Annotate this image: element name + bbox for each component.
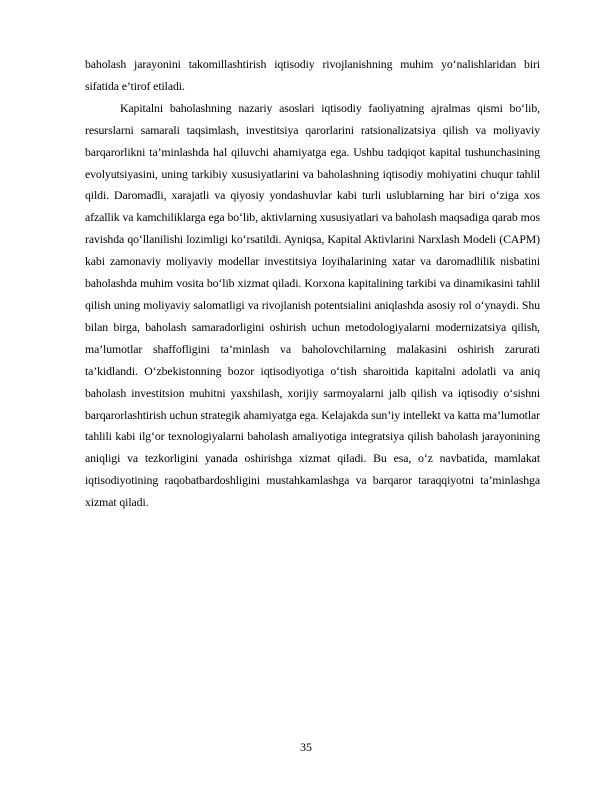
page-number: 35 <box>300 740 312 754</box>
paragraph-continuation: baholash jarayonini takomillashtirish iqtisodiy rivojlanishning muhim yo‘nalishlaridan biri sifatida e’tirof etiladi. <box>85 57 540 93</box>
paragraph-conclusion: Kapitalni baholashning nazariy asoslari iqtisodiy faoliyatning ajralmas qismi bo‘lib, resurslarni samarali taqsimlash, investitsiya qarorlarini ratsionalizatsiya qilish va moliyaviy barqarorlikni ta’minlashda hal qiluvchi ahamiyatga ega. Ushbu tadqiqot kapital tushunchasining evolyutsiyasini, uning tarkibiy xususiyatlarini va baholashning iqtisodiy mohiyatini chuqur tahlil qildi. Daromadli, xarajatli va qiyosiy yondashuvlar kabi turli uslublarning har biri o‘ziga xos afzallik va kamchiliklarga ega bo‘lib, aktivlarning xususiyatlari va baholash maqsadiga qarab mos ravishda qo‘llanilishi lozimligi ko‘rsatildi. Ayniqsa, Kapital Aktivlarini Narxlash Modeli (CAPM) kabi zamonaviy moliyaviy modellar investitsiya loyihalarining xatar va daromadlilik nisbatini baholashda muhim vosita bo‘lib xizmat qiladi. Korxona kapitalining tarkibi va dinamikasini tahlil qilish uning moliyaviy salomatligi va rivojlanish potentsialini aniqlashda asosiy rol o‘ynaydi. Shu bilan birga, baholash samaradorligini oshirish uchun metodologiyalarni modernizatsiya qilish, ma’lumotlar shaffofligini ta’minlash va baholovchilarning malakasini oshirish zarurati ta’kidlandi. O‘zbekistonning bozor iqtisodiyotiga o‘tish sharoitida kapitalni adolatli va aniq baholash investitsion muhitni yaxshilash, xorijiy sarmoyalarni jalb qilish va iqtisodiy o‘sishni barqarorlashtirish uchun strategik ahamiyatga ega. Kelajakda sun’iy intellekt va katta ma’lumotlar tahlili kabi ilg‘or texnologiyalarni baholash amaliyotiga integratsiya qilish baholash jarayonining aniqligi va tezkorligini yanada oshirishga xizmat qiladi. Bu esa, o‘z navbatida, mamlakat iqtisodiyotining raqobatbardoshligini mustahkamlashga va barqaror taraqqiyotni ta’minlashga xizmat qiladi. <box>85 100 540 510</box>
document-body <box>85 54 540 514</box>
